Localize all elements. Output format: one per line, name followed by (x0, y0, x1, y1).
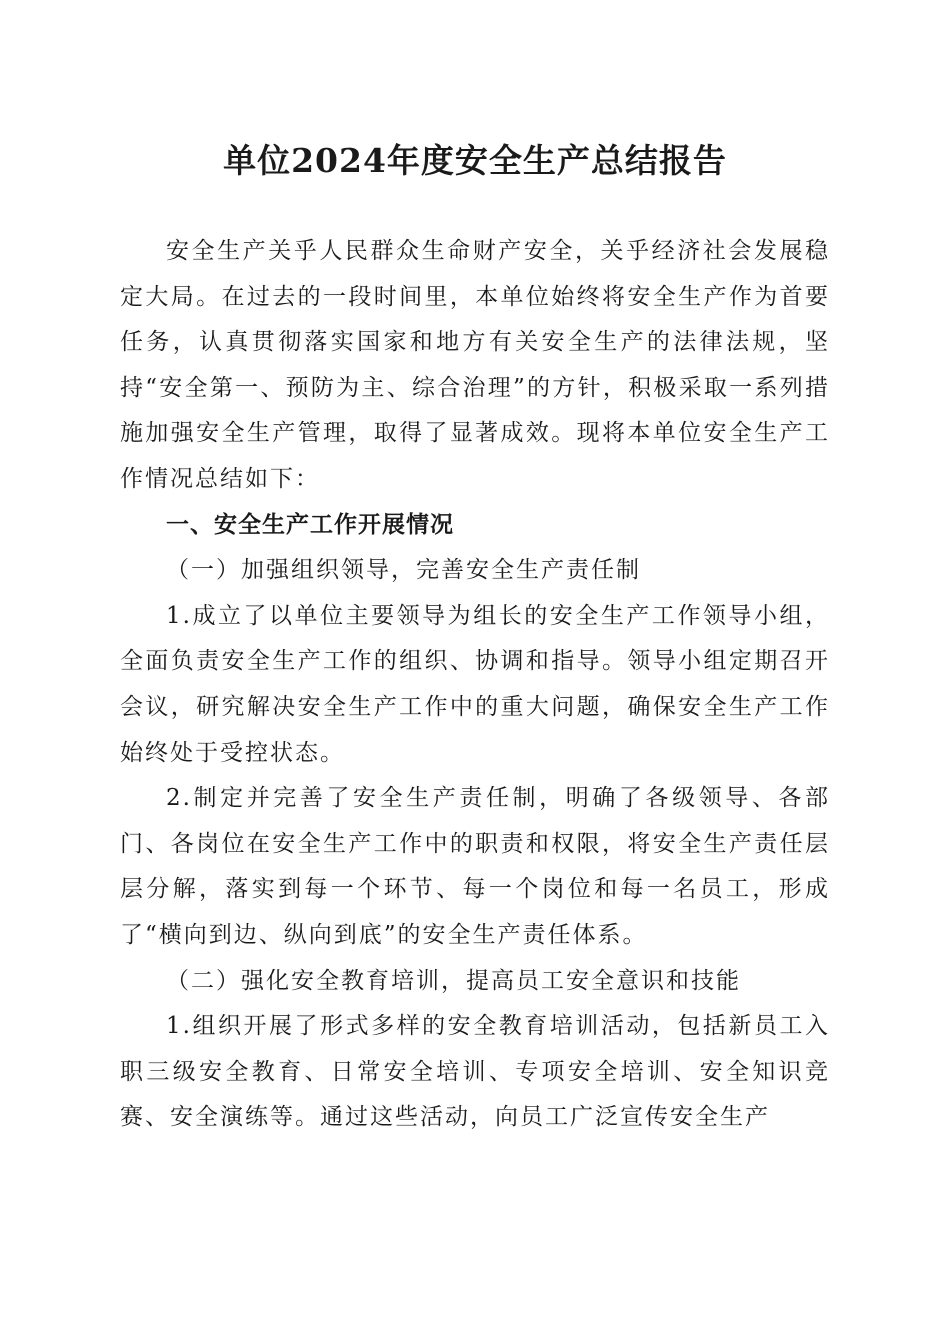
subsection-heading-2: （二）强化安全教育培训，提高员工安全意识和技能 (166, 967, 741, 994)
subsection-heading-1: （一）加强组织领导，完善安全生产责任制 (166, 557, 641, 584)
paragraph-1-1: 1.成立了以单位主要领导为组长的安全生产工作领导小组，全面负责安全生产工作的组织、协调和指导。领导小组定期召开会议，研究解决安全生产工作中的重大问题，确保安全生产工作始终处于受控状态。 (120, 602, 830, 766)
section-heading-1: 一、安全生产工作开展情况 (166, 511, 454, 538)
paragraph-2-1: 1.组织开展了形式多样的安全教育培训活动，包括新员工入职三级安全教育、日常安全培训、专项安全培训、安全知识竞赛、安全演练等。通过这些活动，向员工广泛宣传安全生产 (120, 1013, 830, 1131)
document-body (120, 229, 830, 1141)
document-title: 单位2024年度安全生产总结报告 (223, 141, 727, 180)
paragraph-1-2: 2.制定并完善了安全生产责任制，明确了各级领导、各部门、各岗位在安全生产工作中的职责和权限，将安全生产责任层层分解，落实到每一个环节、每一个岗位和每一名员工，形成了“横向到边、纵向到底”的安全生产责任体系。 (120, 785, 830, 948)
intro-paragraph: 安全生产关乎人民群众生命财产安全，关乎经济社会发展稳定大局。在过去的一段时间里，本单位始终将安全生产作为首要任务，认真贯彻落实国家和地方有关安全生产的法律法规，坚持“安全第一、预防为主、综合治理”的方针，积极采取一系列措施加强安全生产管理，取得了显著成效。现将本单位安全生产工作情况总结如下： (120, 238, 830, 492)
